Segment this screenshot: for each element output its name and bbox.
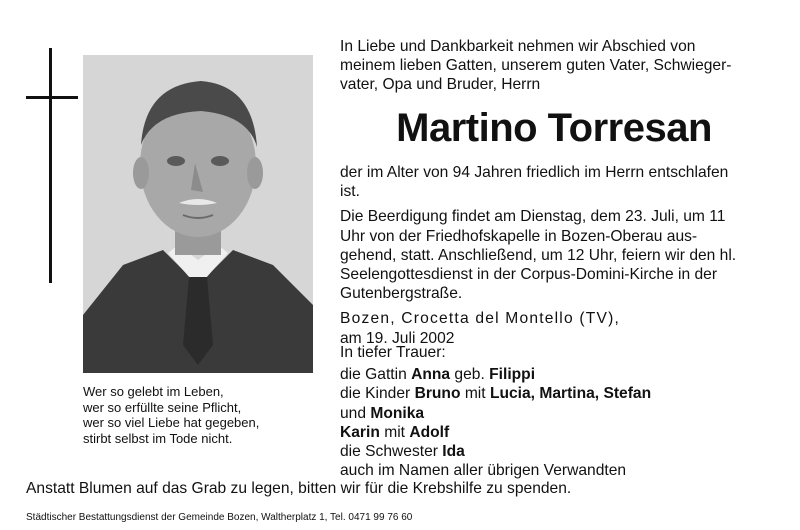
- date-line: am 19. Juli 2002: [340, 329, 455, 347]
- verse-line: Wer so gelebt im Leben,: [83, 384, 224, 399]
- memorial-verse: [83, 384, 323, 446]
- funeral-line: Gutenbergstraße.: [340, 285, 463, 303]
- age-line: der im Alter von 94 Jahren friedlich im Herrn entschlafen: [340, 164, 729, 181]
- mourner-children-cont: und Monika: [340, 404, 425, 422]
- mourners-list: [340, 343, 780, 480]
- funeral-line: Die Beerdigung findet am Dienstag, dem 23. Juli, um 11: [340, 208, 726, 226]
- intro-line: In Liebe und Dankbarkeit nehmen wir Abschied von: [340, 38, 696, 55]
- intro-line: vater, Opa und Bruder, Herrn: [340, 76, 541, 94]
- funeral-line: gehend, statt. Anschließend, um 12 Uhr, feiern wir den hl.: [340, 246, 737, 264]
- cross-bar: [26, 96, 78, 99]
- intro-line: meinem lieben Gatten, unserem guten Vater, Schwieger-: [340, 57, 732, 75]
- verse-line: wer so erfüllte seine Pflicht,: [83, 399, 242, 415]
- mourners-heading: In tiefer Trauer:: [340, 344, 446, 361]
- funeral-line: Uhr von der Friedhofskapelle in Bozen-Oberau aus-: [340, 227, 698, 245]
- mourner-relatives: auch im Namen aller übrigen Verwandten: [340, 462, 627, 480]
- mourner-children: die Kinder Bruno mit Lucia, Martina, Stefan: [340, 385, 652, 403]
- funeral-service-footer: Städtischer Bestattungsdienst der Gemeinde Bozen, Waltherplatz 1, Tel. 0471 99 76 60: [26, 512, 413, 523]
- intro-text: [340, 37, 768, 95]
- donation-notice: Anstatt Blumen auf das Grab zu legen, bitten wir für die Krebshilfe zu spenden.: [26, 480, 572, 497]
- funeral-line: Seelengottesdienst in der Corpus-Domini-Kirche in der: [340, 266, 718, 284]
- portrait-photo: [83, 55, 313, 373]
- place-line: Bozen, Crocetta del Montello (TV),: [340, 310, 621, 328]
- deceased-name: Martino Torresan: [396, 106, 712, 150]
- mourner-wife: die Gattin Anna geb. Filippi: [340, 366, 536, 384]
- verse-line: stirbt selbst im Tode nicht.: [83, 430, 233, 446]
- mourner-sister: die Schwester Ida: [340, 443, 465, 461]
- verse-line: wer so viel Liebe hat gegeben,: [83, 415, 260, 431]
- funeral-details: [340, 163, 770, 348]
- cross-icon: [49, 48, 52, 283]
- age-line: ist.: [340, 183, 360, 201]
- mourner-child-karin: Karin mit Adolf: [340, 423, 450, 441]
